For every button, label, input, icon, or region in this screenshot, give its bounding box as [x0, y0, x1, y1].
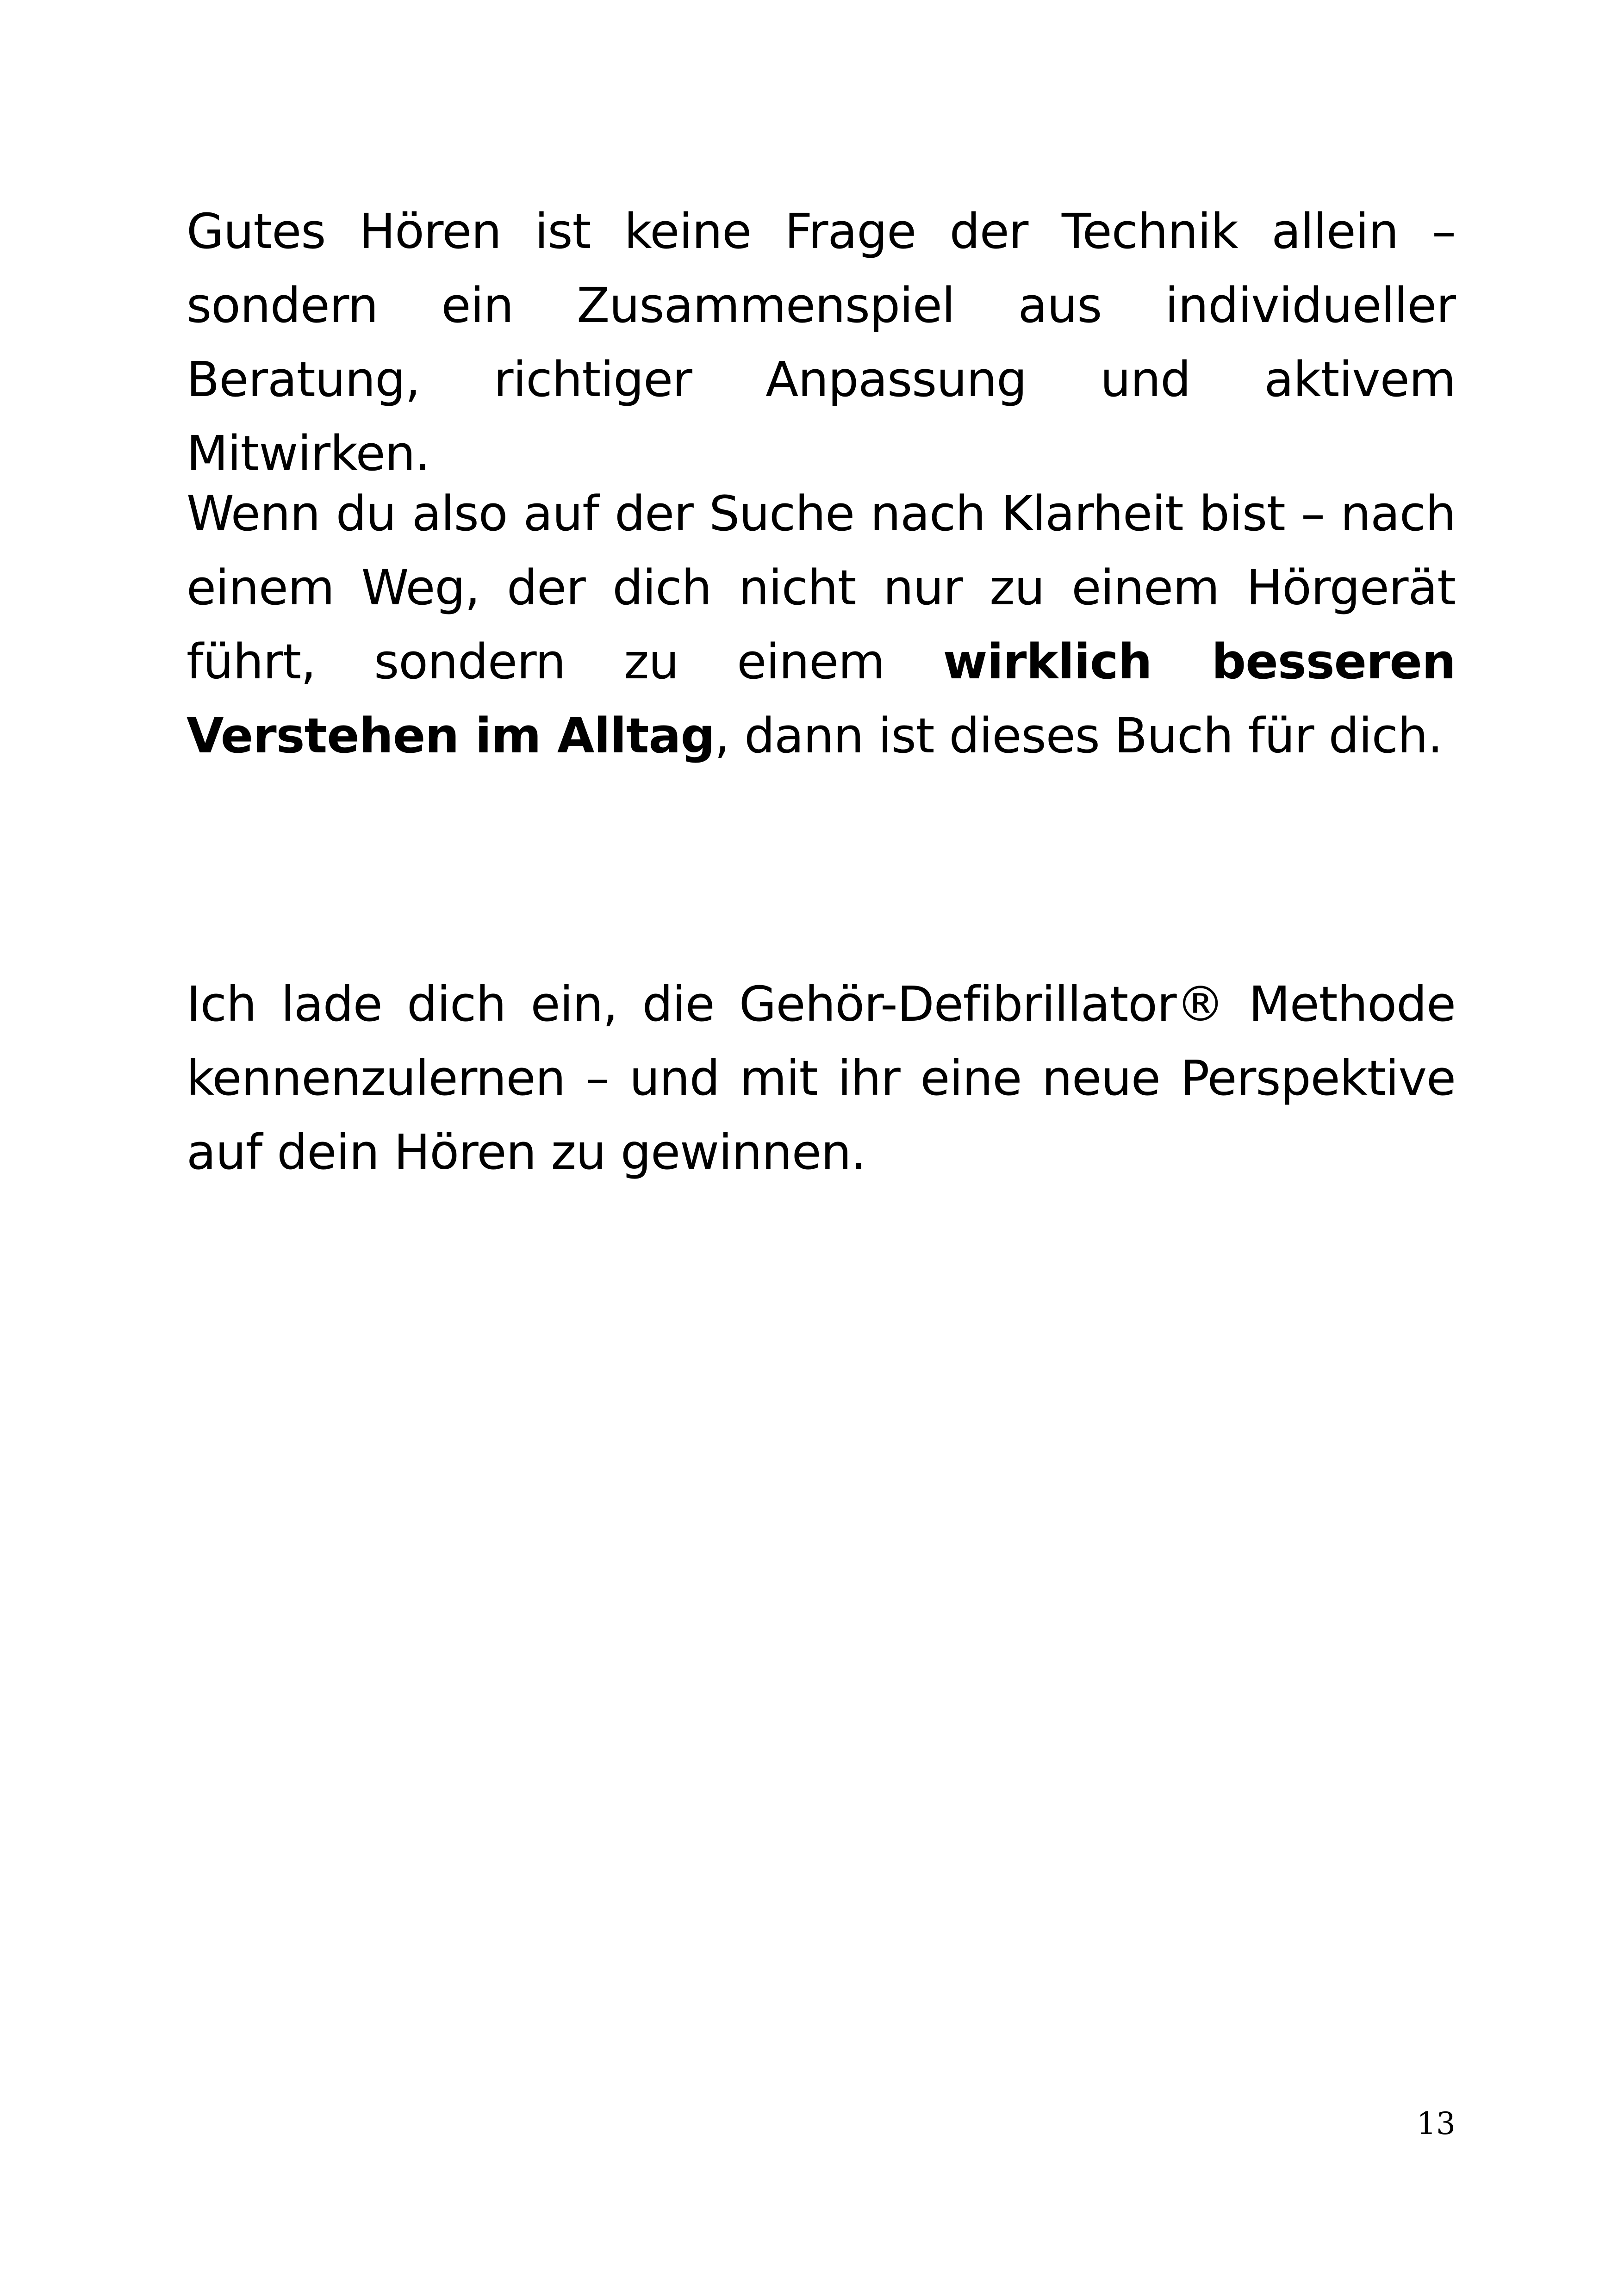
paragraph-search-start: Wenn du also auf der Suche nach Klarheit bist – nach einem Weg, der dich nicht nur zu einem Hörgerät führt, sondern zu einem	[187, 485, 1456, 690]
paragraph-invitation: Ich lade dich ein, die Gehör-Defibrillator® Methode kennenzulernen – und mit ihr eine neue Perspektive auf dein Hören zu gewinnen.	[187, 976, 1456, 1180]
page-number: 13	[1417, 2106, 1456, 2141]
bold-phrase: wirklich besseren Verstehen im Alltag	[187, 633, 1456, 764]
paragraph-search-end: , dann ist dieses Buch für dich.	[714, 707, 1443, 764]
paragraph-intro: Gutes Hören ist keine Frage der Technik allein – sondern ein Zusammenspiel aus individueller Beratung, richtiger Anpassung und aktivem Mitwirken.	[187, 203, 1456, 482]
paragraph-search	[187, 477, 1456, 773]
